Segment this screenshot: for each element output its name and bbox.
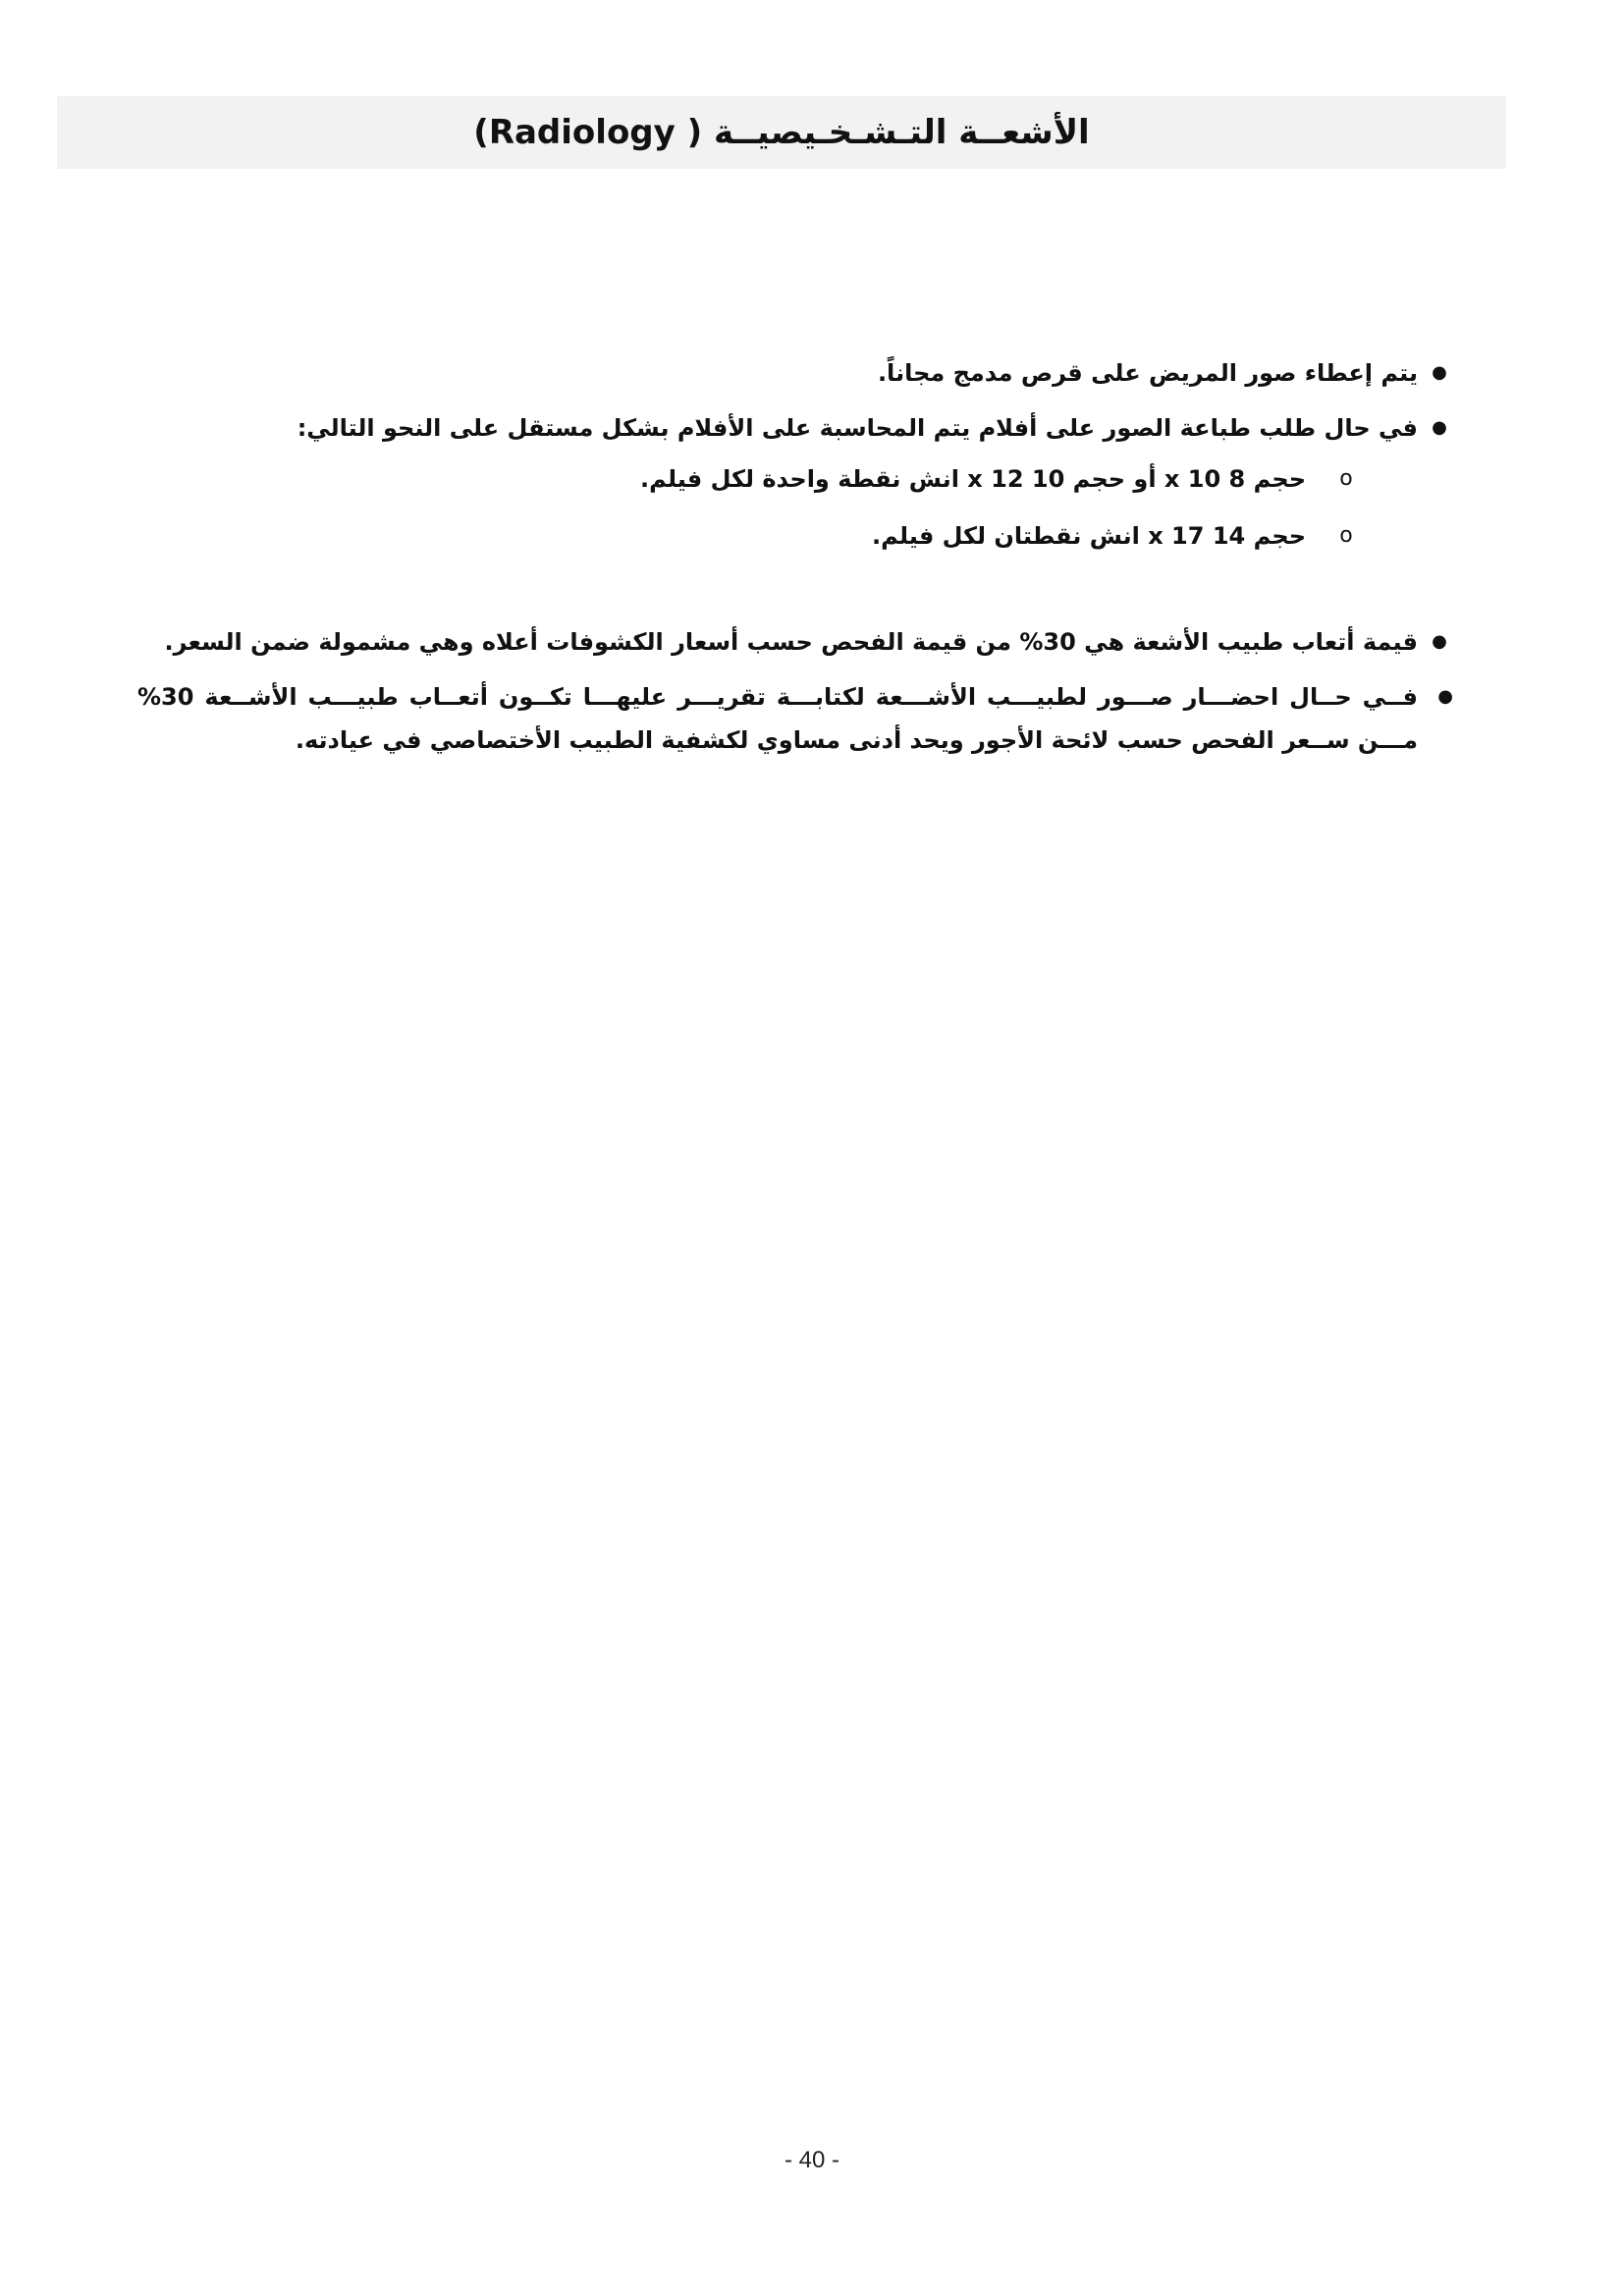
spacer: [137, 571, 1453, 620]
circle-bullet-icon: o: [1339, 523, 1353, 548]
sub-list-item: [137, 514, 1359, 558]
list-item-text: في حال طلب طباعة الصور على أفلام يتم المحاسبة على الأفلام بشكل مستقل على النحو التالي:: [297, 414, 1418, 442]
list-item-text: قيمة أتعاب طبيب الأشعة هي 30% من قيمة الفحص حسب أسعار الكشوفات أعلاه وهي مشمولة ضمن السعر.: [164, 628, 1418, 656]
content-body: [137, 351, 1453, 774]
list-item: [137, 620, 1453, 664]
circle-bullet-icon: o: [1339, 466, 1353, 491]
list-item: [137, 675, 1453, 762]
header-bar: [57, 96, 1506, 169]
sub-list-item-text: حجم 8 x 10 أو حجم 10 x 12 انش نقطة واحدة لكل فيلم.: [640, 465, 1306, 493]
page-number: - 40 -: [784, 2147, 839, 2173]
bullet-list: [137, 351, 1453, 558]
sub-list-item-text: حجم 14 x 17 انش نقطتان لكل فيلم.: [872, 522, 1306, 550]
list-item-text: يتم إعطاء صور المريض على قرص مدمج مجاناً.: [877, 359, 1418, 387]
bullet-icon: ●: [1432, 631, 1447, 652]
list-item: [137, 351, 1453, 395]
list-item: [137, 406, 1453, 558]
page-title: الأشعــة التـشـخـيصيــة ( Radiology): [473, 113, 1090, 152]
bullet-icon: ●: [1432, 362, 1447, 383]
bullet-list: [137, 620, 1453, 762]
bullet-icon: ●: [1432, 417, 1447, 438]
sub-list-item: [137, 457, 1359, 501]
list-item-text: فــي حــال احضـــار صـــور لطبيـــب الأشـــعة لكتابـــة تقريـــر عليهـــا تكــون أتعــاب طبيـــب الأشــعة 30% مـــن ســعر الفحص حسب لائحة الأجور ويحد أدنى مساوي لكشفية الطبيب الأختصاصي في عيادته.: [137, 683, 1418, 754]
sub-list: [137, 457, 1418, 558]
bullet-icon: ●: [1437, 686, 1453, 707]
